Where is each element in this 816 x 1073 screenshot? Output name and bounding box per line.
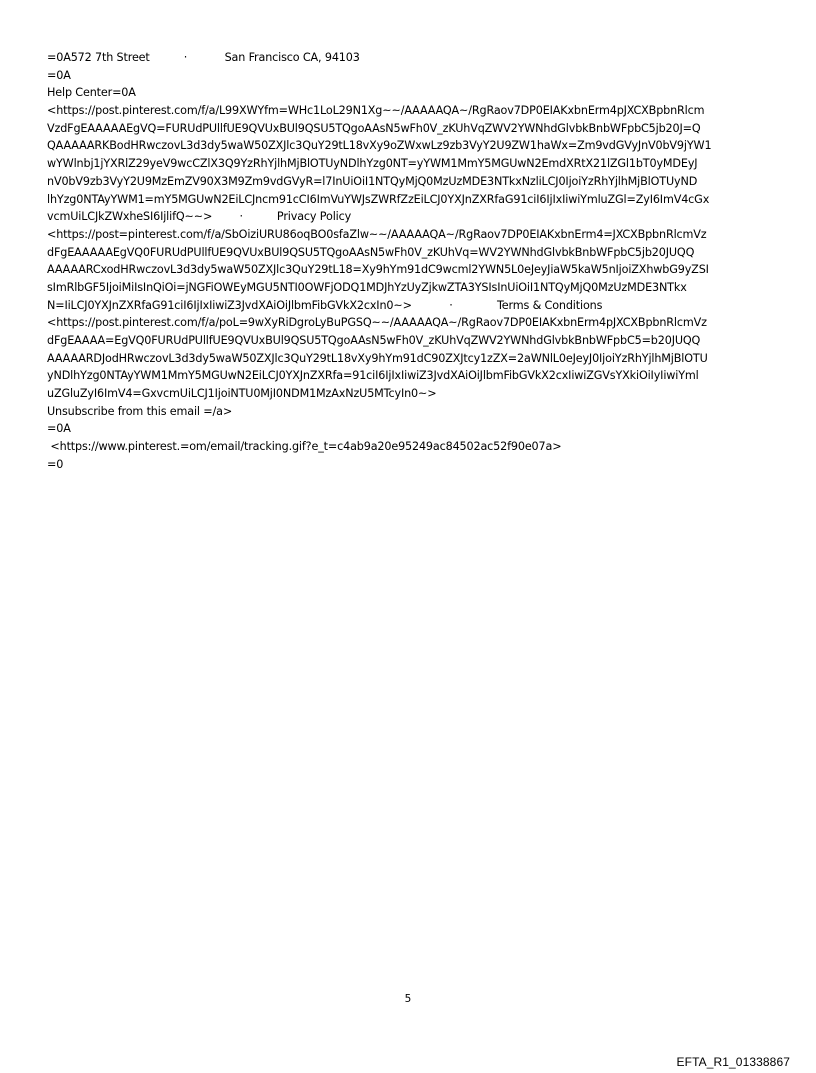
text-line: Help Center=0A <box>47 86 136 100</box>
text-line: =0A <box>47 68 71 82</box>
text-line: <https://post.pinterest.com/f/a/poL=9wXyRiDgroLyBuPGSQ~~/AAAAAQA~/RgRaov7DP0EIAKxbnErm4pJXCXBpbnRlcmVz <box>47 316 707 330</box>
text-line: VzdFgEAAAAAEgVQ=FURUdPUllfUE9QVUxBUl9QSU5TQgoAAsN5wFh0V_zKUhVqZWV2YWNhdGlvbkBnbWFpbC5jb20J=Q <box>47 121 701 135</box>
text-line: AAAAARDJodHRwczovL3d3dy5waW50ZXJlc3QuY29tL18vXy9hYm91dC90ZXJtcy1zZX=2aWNlL0eJeyJ0IjoiYzRhYjlhMjBlOTU <box>47 351 708 365</box>
text-line: QAAAAARKBodHRwczovL3d3dy5waW50ZXJlc3QuY29tL18vXy9oZWxwLz9zb3VyY2U9ZW1haWx=Zm9vdGVyJnV0bV9jYW1 <box>47 139 712 153</box>
text-line: =0 <box>47 457 64 471</box>
text-line: <https://post.pinterest.com/f/a/L99XWYfm=WHc1LoL29N1Xg~~/AAAAAQA~/RgRaov7DP0EIAKxbnErm4pJXCXBpbnRlcm <box>47 104 705 118</box>
text-line: =0A <box>47 422 71 436</box>
email-source-text <box>47 49 773 474</box>
text-line: dFgEAAAAAEgVQ0FURUdPUllfUE9QVUxBUl9QSU5TQgoAAsN5wFh0V_zKUhVq=WV2YWNhdGlvbkBnbWFpbC5jb20JUQQ <box>47 245 695 259</box>
text-line: uZGluZyI6ImV4=GxvcmUiLCJ1IjoiNTU0MjI0NDM1MzAxNzU5MTcyIn0~> <box>47 387 437 401</box>
text-line: AAAAARCxodHRwczovL3d3dy5waW50ZXJlc3QuY29tL18=Xy9hYm91dC9wcml2YWN5L0eJeyJiaW5kaW5nIjoiZXhwbG9yZSI <box>47 263 709 277</box>
text-line: vcmUiLCJkZWxheSI6IjlifQ~~> · Privacy Policy <box>47 210 352 224</box>
text-line: yNDlhYzg0NTAyYWM1MmY5MGUwN2EiLCJ0YXJnZXRfa=91ciI6IjIxIiwiZ3JvdXAiOiJlbmFibGVkX2cxIiwiZGVsYXkiOiIyIiwiYml <box>47 369 699 383</box>
text-line: Unsubscribe from this email =/a> <box>47 404 233 418</box>
document-id: EFTA_R1_01338867 <box>676 1055 790 1069</box>
text-line: N=IiLCJ0YXJnZXRfaG91ciI6IjIxIiwiZ3JvdXAiOiJlbmFibGVkX2cxIn0~> · Terms & Conditions <box>47 298 603 312</box>
text-line: <https://www.pinterest.=om/email/tracking.gif?e_t=c4ab9a20e95249ac84502ac52f90e07a> <box>47 440 562 454</box>
text-line: lhYzg0NTAyYWM1=mY5MGUwN2EiLCJncm91cCI6ImVuYWJsZWRfZzEiLCJ0YXJnZXRfaG91ciI6IjIxIiwiYmluZGl=ZyI6ImV4cGx <box>47 192 710 206</box>
text-line: <https://post=pinterest.com/f/a/SbOiziURU86oqBO0sfaZlw~~/AAAAAQA~/RgRaov7DP0EIAKxbnErm4=JXCXBpbnRlcmVz <box>47 227 707 241</box>
page-number: 5 <box>404 993 412 1005</box>
text-line: nV0bV9zb3VyY2U9MzEmZV90X3M9Zm9vdGVyR=l7InUiOiI1NTQyMjQ0MzUzMDE3NTkxNzliLCJ0IjoiYzRhYjlhMjBlOTUyND <box>47 174 698 188</box>
text-line: =0A572 7th Street · San Francisco CA, 94103 <box>47 51 360 64</box>
text-line: wYWlnbj1jYXRlZ29yeV9wcCZlX3Q9YzRhYjlhMjBlOTUyNDlhYzg0NT=yYWM1MmY5MGUwN2EmdXRtX21lZGl1bT0yMDEyJ <box>47 157 698 171</box>
text-line: sImRlbGF5IjoiMiIsInQiOi=jNGFiOWEyMGU5NTI0OWFjODQ1MDJhYzUyZjkwZTA3YSIsInUiOiI1NTQyMjQ0MzUzMDE3NTkx <box>47 280 687 294</box>
text-line: dFgEAAAA=EgVQ0FURUdPUllfUE9QVUxBUl9QSU5TQgoAAsN5wFh0V_zKUhVqZWV2YWNhdGlvbkBnbWFpbC5=b20JUQQ <box>47 334 701 347</box>
